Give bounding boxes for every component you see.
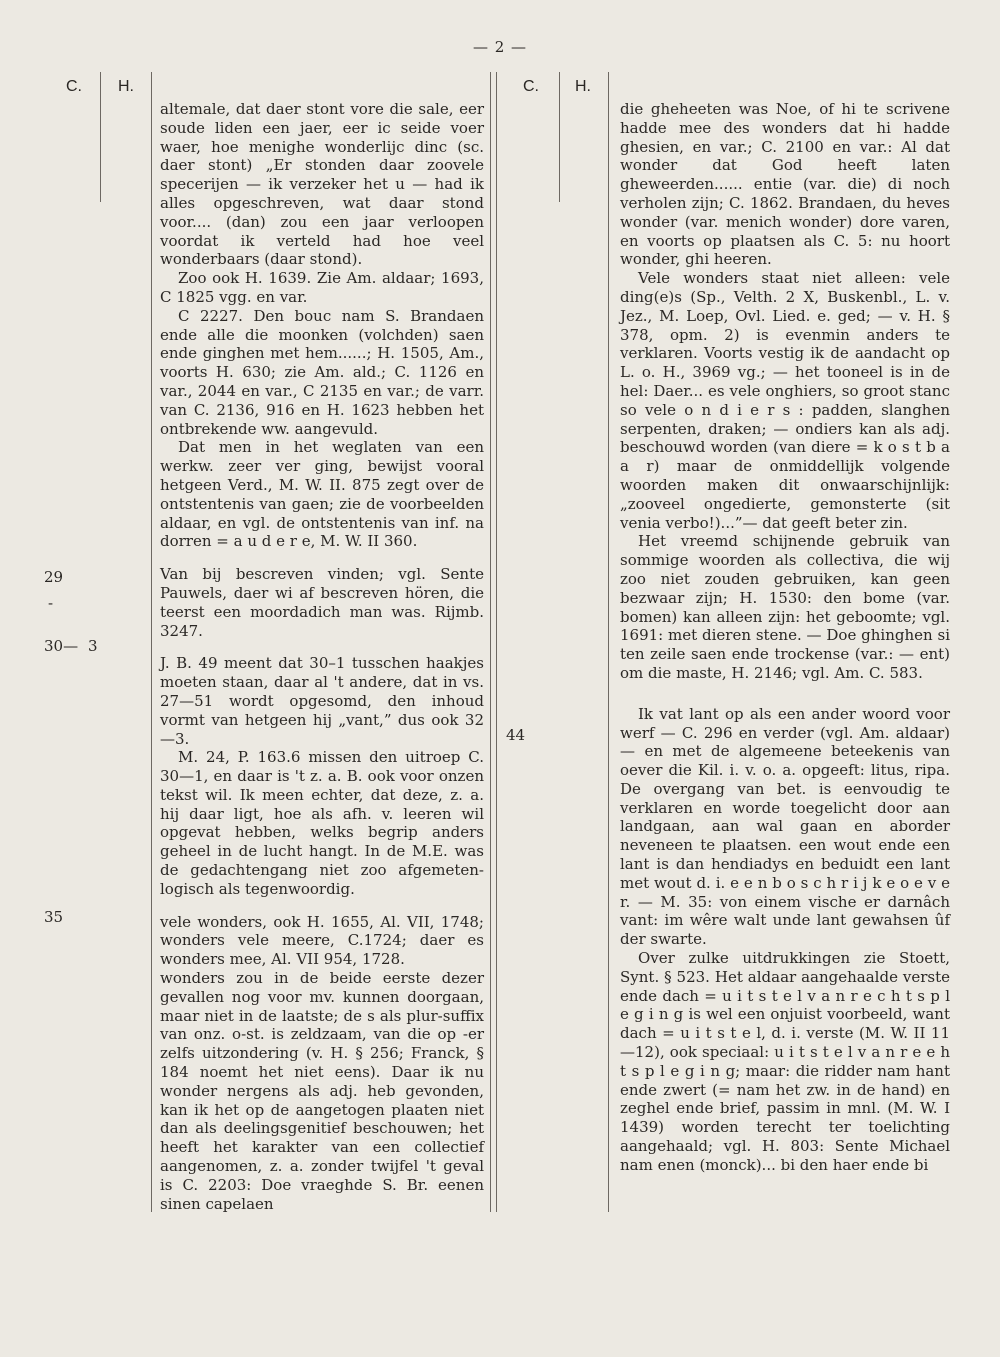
paragraph: Dat men in het weglaten van een werkw. zeer ver ging, bewijst vooral hetgeen Verd., M. W. II. 875 zegt over de ontstentenis van gaen; zie de voorbeelden aldaar, en vgl. de ontstentenis van inf. na dorren = a u d e r e, M. W. II 360. xyxy=(160,438,484,551)
line-number-dash: - xyxy=(48,594,54,612)
left-short-rule xyxy=(100,72,101,202)
line-number-29: 29 xyxy=(44,568,64,586)
paragraph: Het vreemd schijnende gebruik van sommige woorden als collectiva, die wij zoo niet zouden gebruiken, kan geen bezwaar zijn; H. 1530: den bome (var. bomen) kan alleen zijn: het geboomte; vgl. 1691: met dieren stene. — Doe ghinghen si ten zeile saen ende trockense (var.: — ent) om die maste, H. 2146; vgl. Am. C. 583. xyxy=(620,532,950,682)
page-number: — 2 — xyxy=(472,38,528,56)
right-short-rule xyxy=(559,72,560,202)
center-rule-b xyxy=(496,72,497,1212)
line-number-30: 30— xyxy=(44,637,79,655)
left-text-column xyxy=(160,100,484,1213)
left-column-h-header: H. xyxy=(118,78,134,95)
right-column-h-header: H. xyxy=(575,78,591,95)
paragraph: Zoo ook H. 1639. Zie Am. aldaar; 1693, C 1825 vgg. en var. xyxy=(160,269,484,306)
paragraph: die gheheeten was Noe, of hi te scrivene hadde mee des wonders dat hi hadde ghesien, en var.; C. 2100 en var.: Al dat wonder dat God heeft laten gheweerden...... entie (var. die) di noch verholen zijn; C. 1862. Brandaen, du heves wonder (var. menich wonder) dore varen, en voorts op plaatsen als C. 5: nu hoort wonder, ghi heeren. xyxy=(620,100,950,269)
paragraph: altemale, dat daer stont vore die sale, eer soude liden een jaer, eer ic seide voer waer, hoe menighe wonderlijc dinc (sc. daer stont) „Er stonden daar zoovele specerijen — ik verzeker het u — had ik alles opgeschreven, wat daar stond voor.... (dan) zou een jaar verloopen voordat ik verteld had hoe veel wonderbaars (daar stond). xyxy=(160,100,484,269)
line-number-35: 35 xyxy=(44,908,64,926)
paragraph: Ik vat lant op als een ander woord voor werf — C. 296 en verder (vgl. Am. aldaar) — en met de algemeene beteekenis van oever die Kil. i. v. o. a. opgeeft: litus, ripa. De overgang van bet. is eenvoudig te verklaren en worde toegelicht door aan landgaan, aan wal gaan en aborder neveneen te plaatsen. een wout ende een lant is dan hendiadys en beduidt een lant met wout d. i. e e n b o s c h r i j k e o e v e r. — M. 35: von einem vische er darnâch vant: im wêre walt unde lant gewahsen ûf der swarte. xyxy=(620,704,950,949)
left-column-rule xyxy=(151,72,152,1212)
paragraph: M. 24, P. 163.6 missen den uitroep C. 30—1, en daar is 't z. a. B. ook voor onzen tekst wil. Ik meen echter, dat deze, z. a. hij daar ligt, hoe als afh. v. leeren wil opgevat hebben, welks begrip anders geheel in de lucht hangt. In de M.E. was de gedachtengang niet zoo afgemeten-logisch als tegenwoordig. xyxy=(160,748,484,898)
paragraph: Over zulke uitdrukkingen zie Stoett, Synt. § 523. Het aldaar aangehaalde verste ende dach = u i t s t e l v a n r e c h t s p l e g i n g is wel een onjuist voorbeeld, want dach = u i t s t e l, d. i. verste (M. W. II 11—12), ook speciaal: u i t s t e l v a n r e e h t s p l e g i n g; maar: die ridder nam hant ende zwert (= nam het zw. in de hand) en zeghel ende brief, passim in mnl. (M. W. I 1439) worden terecht ter toelichting aangehaald; vgl. H. 803: Sente Michael nam enen (monck)... bi den haer ende bi xyxy=(620,949,950,1174)
center-rule-a xyxy=(490,72,491,1212)
paragraph: J. B. 49 meent dat 30–1 tusschen haakjes moeten staan, daar al 't andere, dat in vs. 27—51 wordt opgesomd, den inhoud vormt van hetgeen hij „vant,” dus ook 32—3. xyxy=(160,654,484,748)
paragraph: wonders zou in de beide eerste dezer gevallen nog voor mv. kunnen doorgaan, maar niet in de laatste; de s als plur-suffix van onz. o-st. is zeldzaam, van die op -er zelfs uitzondering (v. H. § 256; Franck, § 184 noemt het niet eens). Daar ik nu wonder nergens als adj. heb gevonden, kan ik het op de aangetogen plaaten niet dan als deelingsgenitief beschouwen; het heeft het karakter van een collectief aangenomen, z. a. zonder twijfel 't geval is C. 2203: Doe vraeghde S. Br. eenen sinen capelaen xyxy=(160,969,484,1213)
right-column-rule xyxy=(608,72,609,1212)
line-number-44: 44 xyxy=(506,726,526,744)
line-number-3: 3 xyxy=(88,637,98,655)
paragraph: Vele wonders staat niet alleen: vele ding(e)s (Sp., Velth. 2 X, Buskenbl., L. v. Jez., M. Loep, Ovl. Lied. e. ged; — v. H. § 378, opm. 2) is evenmin anders te verklaren. Voorts vestig ik de aandacht op L. o. H., 3969 vg.; — het tooneel is in de hel: Daer... es vele onghiers, so groot stanc so vele o n d i e r s : padden, slanghen serpenten, draken; — ondiers kan als adj. beschouwd worden (van diere = k o s t b a a r) maar de onmiddellijk volgende woorden maken dit onwaarschijnlijk: „zooveel ongedierte, gemonsterte (sit venia verbo!)...”— dat geeft beter zin. xyxy=(620,269,950,532)
right-column-c-header: C. xyxy=(523,78,539,95)
paragraph: vele wonders, ook H. 1655, Al. VII, 1748; wonders vele meere, C.1724; daer es wonders mee, Al. VII 954, 1728. xyxy=(160,912,484,969)
right-text-column xyxy=(620,100,950,1175)
left-column-c-header: C. xyxy=(66,78,82,95)
paragraph: Van bij bescreven vinden; vgl. Sente Pauwels, daer wi af bescreven hören, die teerst een moordadich man was. Rijmb. 3247. xyxy=(160,565,484,640)
paragraph: C 2227. Den bouc nam S. Brandaen ende alle die moonken (volchden) saen ende ginghen met hem......; H. 1505, Am., voorts H. 630; zie Am. ald.; C. 1126 en var., 2044 en var., C 2135 en var.; de varr. van C. 2136, 916 en H. 1623 hebben het ontbrekende ww. aangevuld. xyxy=(160,306,484,438)
